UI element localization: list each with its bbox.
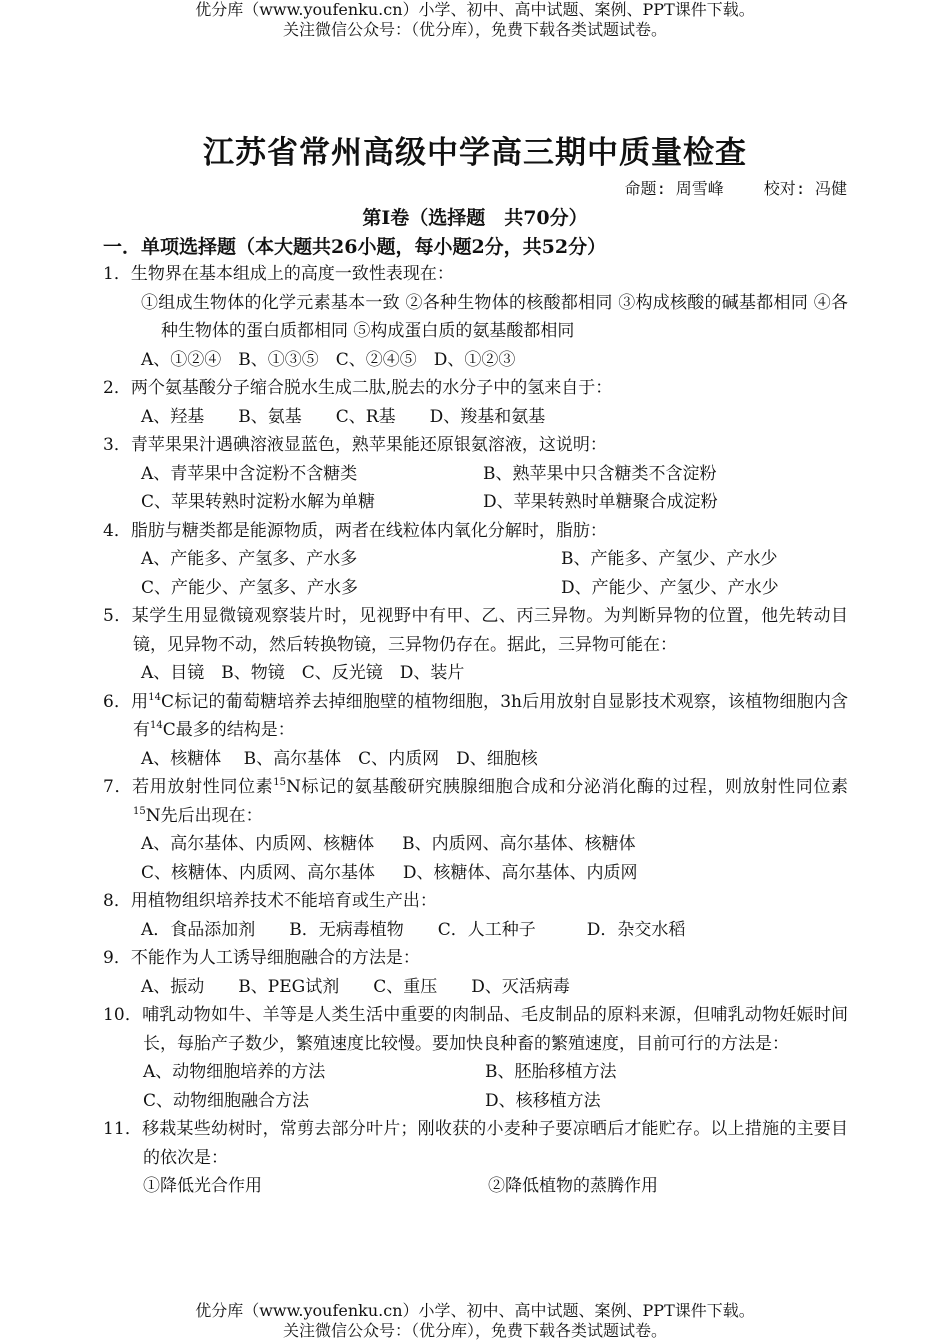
checker-credit: 校对: 冯健 bbox=[763, 179, 847, 198]
question-10 bbox=[103, 1001, 848, 1115]
header-line-1: 优分库（www.youfenku.cn）小学、初中、高中试题、案例、PPT课件下载。 bbox=[195, 0, 755, 19]
option-c: C、产能少、产氢多、产水多 bbox=[141, 577, 359, 598]
option-c: C、苹果转熟时淀粉水解为单糖 bbox=[141, 492, 376, 512]
question-stem: 10．哺乳动物如牛、羊等是人类生活中重要的肉制品、毛皮制品的原料来源，但哺乳动物妊娠时间长，每胎产子数少，繁殖速度比较慢。要加快良种畜的繁殖速度，目前可行的方法是： bbox=[103, 1005, 848, 1054]
option-c: C、动物细胞融合方法 bbox=[143, 1090, 310, 1111]
footer-line-1: 优分库（www.youfenku.cn）小学、初中、高中试题、案例、PPT课件下载。 bbox=[195, 1301, 755, 1320]
question-stem: 5．某学生用显微镜观察装片时，见视野中有甲、乙、丙三异物。为判断异物的位置，他先转动目镜，见异物不动，然后转换物镜，三异物仍存在。据此，三异物可能在： bbox=[103, 606, 848, 655]
question-7 bbox=[103, 773, 848, 887]
option-row bbox=[103, 545, 848, 574]
option-row bbox=[103, 488, 848, 517]
question-options: A、①②④ B、①③⑤ C、②④⑤ D、①②③ bbox=[141, 349, 516, 370]
part-heading: 第Ⅰ卷（选择题 共70分） bbox=[362, 207, 588, 229]
question-stem: 3．青苹果果汁遇碘溶液显蓝色，熟苹果能还原银氨溶液，这说明： bbox=[103, 435, 607, 455]
question-items: ①组成生物体的化学元素基本一致 ②各种生物体的核酸都相同 ③构成核酸的碱基都相同 ④各种生物体的蛋白质都相同 ⑤构成蛋白质的氨基酸都相同 bbox=[141, 292, 848, 341]
option-row bbox=[103, 1087, 848, 1116]
question-5 bbox=[103, 602, 848, 688]
isotope-mass-number: 15 bbox=[133, 805, 146, 817]
item-2: ②降低植物的蒸腾作用 bbox=[488, 1176, 658, 1196]
option-row bbox=[103, 574, 848, 603]
footer-line-2: 关注微信公众号：（优分库），免费下载各类试题试卷。 bbox=[282, 1321, 667, 1340]
stem-part: N标记的氨基酸研究胰腺细胞合成和分泌消化酶的过程，则放射性同位素 bbox=[286, 777, 848, 797]
question-options: A、振动 B、PEG试剂 C、重压 D、灭活病毒 bbox=[141, 976, 570, 997]
option-row bbox=[103, 1172, 848, 1201]
isotope-mass-number: 14 bbox=[148, 691, 162, 703]
question-stem: 9．不能作为人工诱导细胞融合的方法是： bbox=[103, 948, 420, 968]
stem-part: C标记的葡萄糖培养去掉细胞壁的植物细胞，3h后用放射自显影技术观察，该植物细胞内含有 bbox=[133, 691, 848, 740]
item-1: ①降低光合作用 bbox=[143, 1176, 262, 1196]
question-6 bbox=[103, 688, 848, 774]
question-stem: 4．脂肪与糖类都是能源物质，两者在线粒体内氧化分解时，脂肪： bbox=[103, 520, 607, 541]
stem-part: 7．若用放射性同位素 bbox=[103, 777, 274, 797]
option-b: B、产能多、产氢少、产水少 bbox=[561, 549, 778, 569]
isotope-mass-number: 15 bbox=[273, 777, 287, 788]
question-options: A、高尔基体、内质网、核糖体 B、内质网、高尔基体、核糖体 bbox=[141, 834, 636, 854]
question-2 bbox=[103, 374, 848, 431]
question-list bbox=[103, 260, 848, 1201]
question-options: C、核糖体、内质网、高尔基体 D、核糖体、高尔基体、内质网 bbox=[141, 862, 638, 883]
stem-part: 6．用 bbox=[103, 691, 149, 712]
option-d: D、苹果转熟时单糖聚合成淀粉 bbox=[483, 492, 718, 512]
question-stem: 11．移栽某些幼树时，常剪去部分叶片；刚收获的小麦种子要凉晒后才能贮存。以上措施的主要目的依次是： bbox=[103, 1119, 848, 1168]
question-11 bbox=[103, 1115, 848, 1201]
question-options: A、目镜 B、物镜 C、反光镜 D、装片 bbox=[141, 663, 465, 683]
option-row bbox=[103, 1058, 848, 1087]
question-stem: 8．用植物组织培养技术不能培育或生产出： bbox=[103, 891, 437, 911]
question-4 bbox=[103, 517, 848, 603]
exam-credits bbox=[624, 176, 847, 199]
page-footer bbox=[0, 1301, 950, 1341]
author-credit: 命题: 周雪峰 bbox=[624, 179, 724, 198]
page-header bbox=[0, 0, 950, 40]
section-heading: 一．单项选择题（本大题共26小题，每小题2分，共52分） bbox=[103, 236, 607, 258]
question-options: A、核糖体 B、高尔基体 C、内质网 D、细胞核 bbox=[141, 748, 538, 769]
question-options: A．食品添加剂 B．无病毒植物 C．人工种子 D．杂交水稻 bbox=[141, 919, 686, 940]
option-d: D、产能少、产氢少、产水少 bbox=[561, 577, 779, 598]
question-1 bbox=[103, 260, 848, 374]
question-stem: 1．生物界在基本组成上的高度一致性表现在： bbox=[103, 264, 454, 284]
question-8 bbox=[103, 887, 848, 944]
option-b: B、熟苹果中只含糖类不含淀粉 bbox=[483, 463, 717, 484]
option-d: D、核移植方法 bbox=[485, 1090, 601, 1111]
question-3 bbox=[103, 431, 848, 517]
isotope-mass-number: 14 bbox=[150, 720, 163, 731]
question-stem bbox=[103, 773, 848, 830]
option-a: A、产能多、产氢多、产水多 bbox=[141, 549, 358, 569]
stem-part: N先后出现在： bbox=[145, 805, 263, 826]
question-stem: 2．两个氨基酸分子缩合脱水生成二肽,脱去的水分子中的氢来自于： bbox=[103, 378, 613, 398]
stem-part: C最多的结构是： bbox=[162, 720, 295, 740]
question-options: A、羟基 B、氨基 C、R基 D、羧基和氨基 bbox=[141, 406, 546, 427]
exam-title: 江苏省常州高级中学高三期中质量检查 bbox=[203, 135, 747, 171]
option-row bbox=[103, 460, 848, 489]
question-9 bbox=[103, 944, 848, 1001]
option-a: A、青苹果中含淀粉不含糖类 bbox=[141, 463, 358, 484]
option-b: B、胚胎移植方法 bbox=[485, 1062, 617, 1082]
header-line-2: 关注微信公众号：（优分库），免费下载各类试题试卷。 bbox=[282, 20, 667, 39]
option-a: A、动物细胞培养的方法 bbox=[143, 1062, 326, 1082]
question-stem bbox=[103, 688, 848, 745]
